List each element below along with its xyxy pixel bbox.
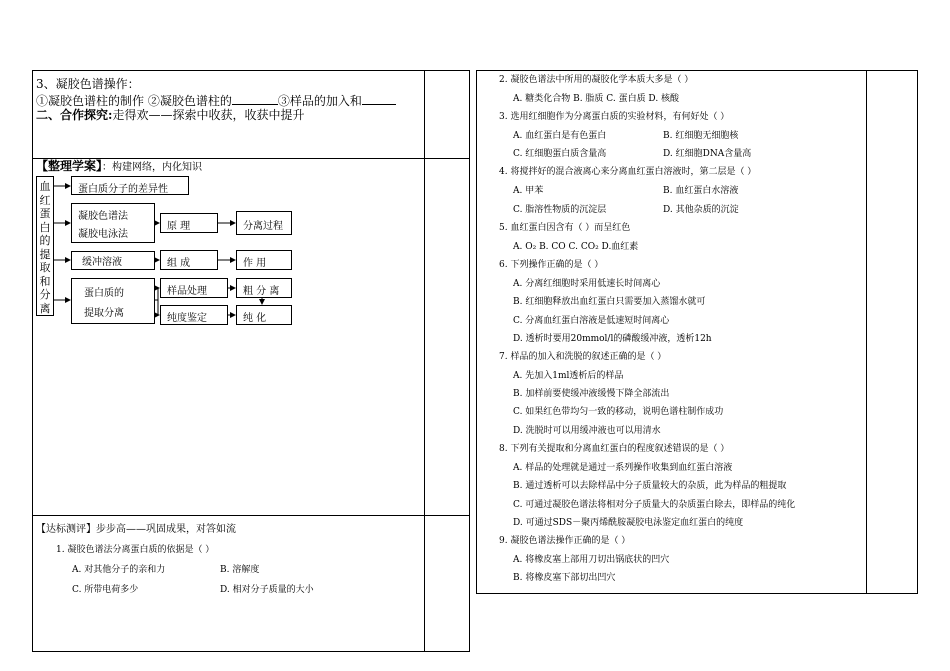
q9-stem: 9. 凝胶色谱法操作正确的是（ ） (499, 536, 631, 546)
q7-stem: 7. 样品的加入和洗脱的叙述正确的是（ ） (499, 352, 667, 362)
q2-options: A. 糖类化合物 B. 脂质 C. 蛋白质 D. 核酸 (513, 94, 680, 104)
q1-option-d: D. 相对分子质量的大小 (220, 585, 314, 595)
q8-option-b: B. 通过透析可以去除样品中分子质量较大的杂质，此为样品的粗提取 (513, 481, 787, 491)
item3-steps-b: ③样品的加入和 (277, 94, 362, 108)
node-protein-extraction: 蛋白质的 提取分离 (71, 278, 155, 324)
root-char: 分 (39, 288, 51, 301)
q9-option-a: A. 将橡皮塞上部用刀切出锅底状的凹穴 (513, 555, 670, 565)
node-protein-difference: 蛋白质分子的差异性 (71, 176, 189, 195)
root-char: 白 (39, 220, 51, 234)
q4-option-d: D. 其他杂质的沉淀 (663, 205, 739, 215)
q4-option-c: C. 脂溶性物质的沉淀层 (513, 205, 607, 215)
node-function: 作 用 (236, 250, 292, 270)
summary-text: ：构建网络，内化知识 (102, 162, 203, 173)
q7-option-a: A. 先加入1ml透析后的样品 (513, 371, 624, 381)
q3-stem: 3. 选用红细胞作为分离蛋白质的实验材料，有何好处（ ） (499, 112, 730, 122)
q3-option-b: B. 红细胞无细胞核 (663, 131, 739, 141)
q1-stem: 1. 凝胶色谱法分离蛋白质的依据是（ ） (56, 545, 215, 555)
q7-option-d: D. 洗脱时可以用缓冲液也可以用清水 (513, 426, 661, 436)
root-char: 提 (39, 247, 51, 261)
q8-option-c: C. 可通过凝胶色谱法将相对分子质量大的杂质蛋白除去，即样品的纯化 (513, 500, 796, 510)
summary-title: 【整理学案】 (36, 159, 103, 173)
q8-option-d: D. 可通过SDS－聚丙烯酰胺凝胶电泳鉴定血红蛋白的纯度 (513, 518, 744, 528)
q9-option-b: B. 将橡皮塞下部切出凹穴 (513, 573, 616, 583)
node-separation-process: 分离过程 (236, 211, 292, 235)
node-composition: 组 成 (160, 250, 218, 270)
q1-option-c: C. 所带电荷多少 (72, 585, 139, 595)
node-principle: 原 理 (160, 213, 218, 233)
root-char: 血 (39, 180, 51, 193)
q6-option-d: D. 透析时要用20mmol/l的磷酸缓冲液，透析12h (513, 334, 712, 344)
item3-steps-a: ①凝胶色谱柱的制作 ②凝胶色谱柱的 (36, 94, 232, 108)
q4-option-b: B. 血红蛋白水溶液 (663, 186, 739, 196)
node-methods: 凝胶色谱法 凝胶电泳法 (71, 203, 155, 243)
q4-option-a: A. 甲苯 (513, 186, 544, 196)
q1-option-a: A. 对其他分子的亲和力 (72, 565, 166, 575)
node-buffer: 缓冲溶液 (71, 251, 155, 270)
section2-title: 二、合作探究: (36, 108, 113, 122)
node-sample-processing: 样品处理 (160, 278, 228, 298)
q3-option-c: C. 红细胞蛋白质含量高 (513, 149, 607, 159)
node-crude-separation: 粗 分 离 (236, 278, 292, 298)
q1-option-b: B. 溶解度 (220, 565, 260, 575)
root-char: 的 (39, 234, 51, 247)
q6-option-a: A. 分离红细胞时采用低速长时间离心 (513, 279, 661, 289)
q7-option-b: B. 加样前要使缓冲液缓慢下降全部流出 (513, 389, 670, 399)
q2-stem: 2. 凝胶色谱法中所用的凝胶化学本质大多是（ ） (499, 75, 694, 85)
node-purification: 纯 化 (236, 305, 292, 325)
q5-options: A. O₂ B. CO C. CO₂ D.血红素 (513, 242, 639, 252)
q6-stem: 6. 下列操作正确的是（ ） (499, 260, 604, 270)
test-text: 步步高——巩固成果，对答如流 (96, 524, 236, 535)
section2-text: 走得欢——探索中收获，收获中提升 (112, 108, 305, 122)
test-title: 【达标测评】 (36, 524, 96, 535)
q7-option-c: C. 如果红色带均匀一致的移动，说明色谱柱制作成功 (513, 407, 724, 417)
q5-stem: 5. 血红蛋白因含有（ ）而呈红色 (499, 223, 631, 233)
root-char: 离 (39, 301, 51, 315)
q8-stem: 8. 下列有关提取和分离血红蛋白的程度叙述错误的是（ ） (499, 444, 730, 454)
q4-stem: 4. 将搅拌好的混合液离心来分离血红蛋白溶液时，第二层是（ ） (499, 167, 757, 177)
q3-option-a: A. 血红蛋白是有色蛋白 (513, 131, 607, 141)
node-purity-check: 纯度鉴定 (160, 305, 228, 325)
root-char: 红 (39, 193, 51, 207)
q6-option-b: B. 红细胞释放出血红蛋白只需要加入蒸馏水就可 (513, 297, 706, 307)
root-char: 取 (39, 261, 51, 274)
test-heading (36, 525, 236, 535)
q3-option-d: D. 红细胞DNA含量高 (663, 149, 752, 159)
root-char: 蛋 (39, 207, 51, 220)
root-char: 和 (39, 274, 51, 288)
q8-option-a: A. 样品的处理就是通过一系列操作收集到血红蛋白溶液 (513, 463, 733, 473)
q6-option-c: C. 分离血红蛋白溶液是低速短时间离心 (513, 316, 670, 326)
item3-title: 3、凝胶色谱操作： (36, 77, 140, 91)
